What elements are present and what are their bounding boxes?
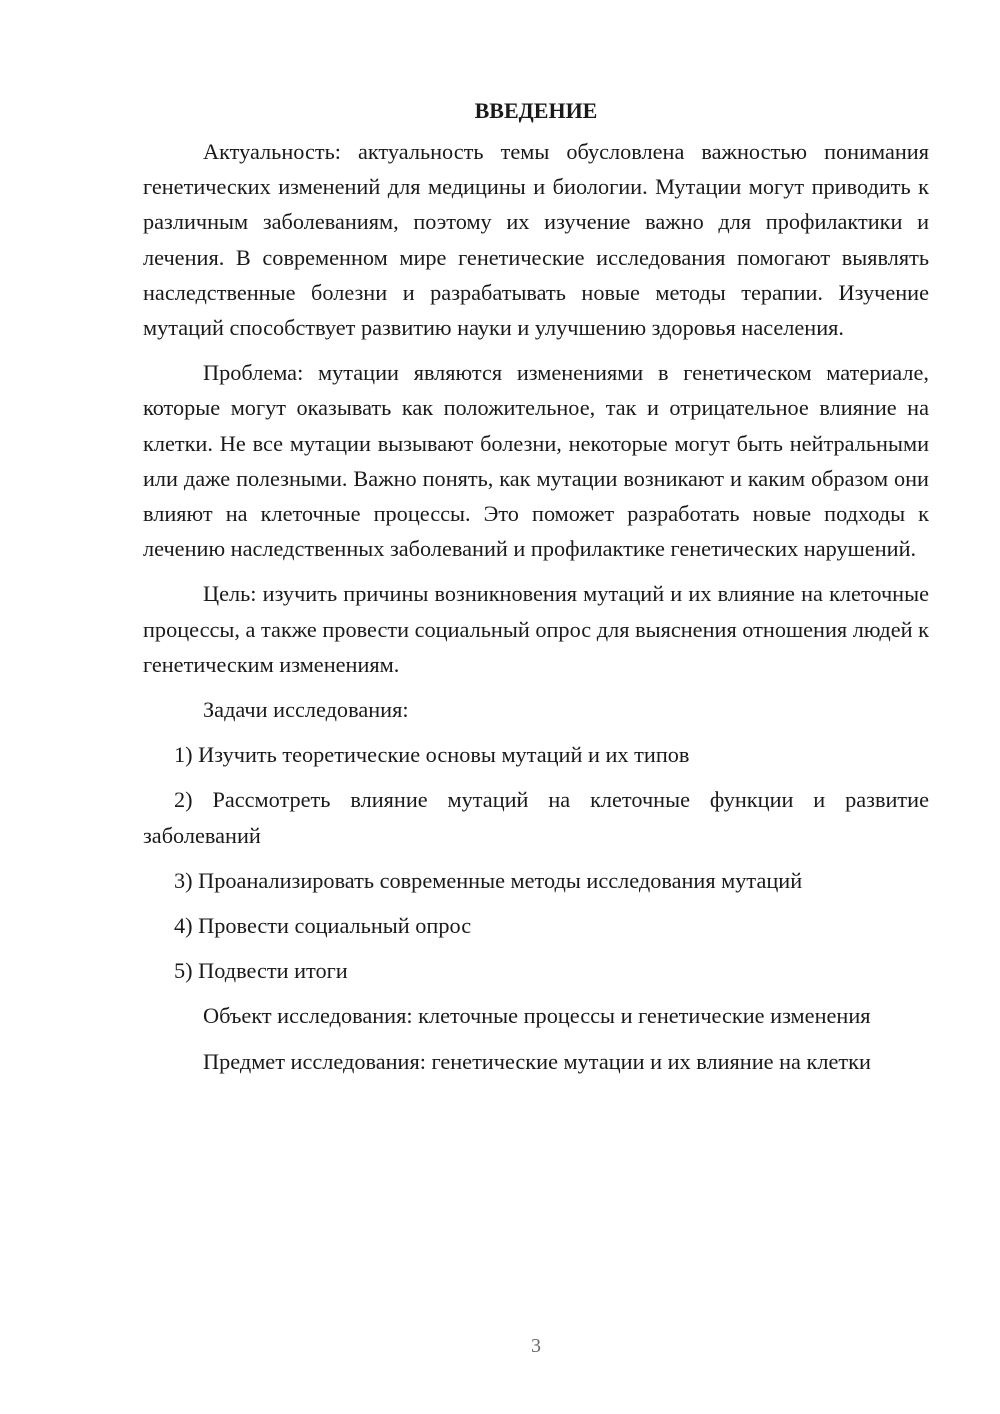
- object-paragraph: Объект исследования: клеточные процессы и генетические изменения: [203, 1003, 871, 1029]
- tasks-heading: Задачи исследования:: [203, 697, 409, 723]
- relevance-paragraph: Актуальность: актуальность темы обусловлена важностью понимания генетических изменений для медицины и биологии. Мутации могут приводить к различным заболеваниям, поэтому их изучение важно для профилактики и лечения. В современном мире генетические исследования помогают выявлять наследственные болезни и разрабатывать новые методы терапии. Изучение мутаций способствует развитию науки и улучшению здоровья населения.: [143, 139, 929, 341]
- page-content: [143, 93, 929, 1089]
- goal-paragraph: Цель: изучить причины возникновения мутаций и их влияние на клеточные процессы, а также провести социальный опрос для выяснения отношения людей к генетическим изменениям.: [143, 581, 929, 677]
- task-item: 1) Изучить теоретические основы мутаций и их типов: [174, 742, 690, 768]
- subject-paragraph: Предмет исследования: генетические мутации и их влияние на клетки: [203, 1048, 871, 1074]
- task-item: 5) Подвести итоги: [174, 958, 348, 984]
- page-number: 3: [531, 1335, 541, 1357]
- task-item: 2) Рассмотреть влияние мутаций на клеточные функции и развитие заболеваний: [143, 787, 929, 848]
- task-item: 4) Провести социальный опрос: [174, 913, 472, 939]
- task-item: 3) Проанализировать современные методы исследования мутаций: [174, 867, 803, 893]
- problem-paragraph: Проблема: мутации являются изменениями в генетическом материале, которые могут оказывать как положительное, так и отрицательное влияние на клетки. Не все мутации вызывают болезни, некоторые могут быть нейтральными или даже полезными. Важно понять, как мутации возникают и каким образом они влияют на клеточные процессы. Это поможет разработать новые подходы к лечению наследственных заболеваний и профилактике генетических нарушений.: [143, 360, 929, 562]
- section-title: ВВЕДЕНИЕ: [474, 98, 598, 123]
